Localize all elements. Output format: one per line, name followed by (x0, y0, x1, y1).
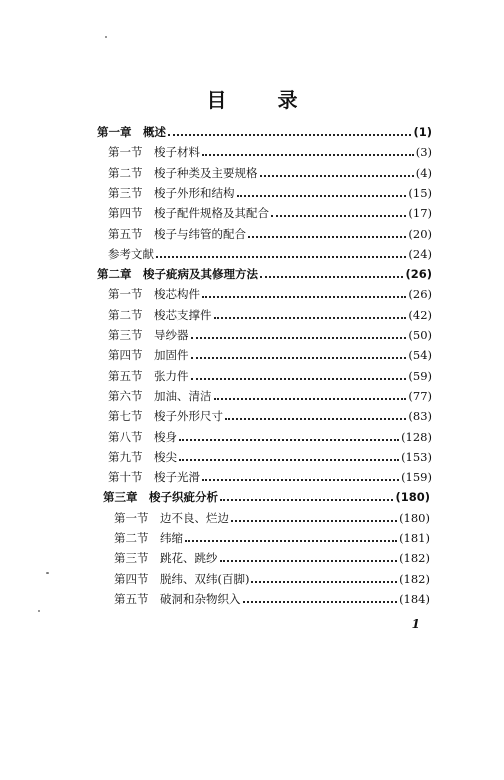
toc-chapter-row (97, 119, 432, 139)
dot-leader (243, 601, 398, 603)
toc-section-row (108, 403, 432, 423)
toc-section-row (108, 424, 432, 444)
chapter-number: 第三章 (103, 490, 138, 505)
page-title: 目 录 (206, 88, 320, 112)
page-reference: (54) (408, 348, 432, 363)
page-reference: (24) (408, 246, 432, 261)
page-reference: (26) (408, 287, 432, 302)
page-reference: (182) (399, 551, 430, 566)
page-reference: (26) (405, 267, 432, 282)
dot-leader (260, 276, 403, 278)
page-reference: (3) (415, 145, 432, 160)
section-title: 脱纬、双纬(百脚) (160, 571, 250, 586)
section-number: 第六节 (108, 388, 143, 403)
section-number: 第五节 (114, 591, 149, 606)
page-reference: (59) (408, 368, 432, 383)
dot-leader (202, 296, 406, 298)
dot-leader (251, 581, 397, 583)
page-reference: (153) (401, 449, 432, 464)
dot-leader (260, 175, 414, 177)
scan-speck (38, 610, 40, 612)
section-title: 边不良、烂边 (160, 510, 229, 525)
toc-section-row (108, 383, 432, 403)
toc-section-row (108, 139, 432, 159)
dot-leader (179, 439, 399, 441)
section-number: 第五节 (108, 226, 143, 241)
page-reference: (184) (399, 591, 430, 606)
page-reference: (15) (408, 185, 432, 200)
page-reference: (128) (401, 429, 432, 444)
section-title: 破洞和杂物织入 (160, 591, 241, 606)
section-number: 第七节 (108, 409, 143, 424)
dot-leader (214, 317, 407, 319)
toc-section-row (114, 566, 430, 586)
dot-leader (220, 560, 398, 562)
section-number: 第三节 (108, 328, 143, 342)
section-title: 参考文献 (108, 246, 154, 261)
toc-section-row (108, 444, 432, 464)
dot-leader (156, 256, 406, 258)
chapter-number: 第二章 (97, 267, 132, 282)
toc-section-row (108, 180, 432, 200)
chapter-title: 梭子织疵分析 (149, 490, 218, 505)
section-title: 梭子外形和结构 (154, 185, 235, 200)
page-reference: (1) (413, 125, 432, 139)
dot-leader (271, 215, 406, 217)
dot-leader (179, 459, 399, 461)
section-number: 第四节 (108, 206, 143, 221)
toc-section-row (114, 545, 430, 565)
section-number: 第八节 (108, 429, 143, 444)
dot-leader (191, 337, 407, 339)
page-reference: (180) (395, 490, 430, 505)
chapter-title: 梭子疵病及其修理方法 (143, 267, 258, 282)
page-reference: (159) (401, 470, 432, 485)
dot-leader (191, 357, 407, 359)
page-reference: (42) (408, 307, 432, 322)
section-title: 梭子种类及主要规格 (154, 165, 258, 180)
dot-leader (214, 398, 407, 400)
section-title: 梭尖 (154, 449, 177, 464)
dot-leader (237, 195, 407, 197)
dot-leader (220, 499, 393, 501)
section-number: 第九节 (108, 449, 143, 464)
dot-leader (191, 378, 407, 380)
section-number: 第三节 (108, 185, 143, 200)
section-number: 第四节 (108, 348, 143, 363)
dot-leader (202, 154, 414, 156)
toc-section-row (108, 342, 432, 362)
toc-section-row (108, 302, 432, 322)
page-reference: (180) (399, 510, 430, 525)
page-number: 1 (411, 617, 420, 631)
section-title: 加油、清洁 (154, 388, 212, 403)
section-number: 第二节 (108, 307, 143, 322)
section-title: 梭子配件规格及其配合 (154, 206, 269, 221)
section-title: 跳花、跳纱 (160, 551, 218, 566)
section-number: 第十节 (108, 470, 143, 485)
dot-leader (168, 134, 411, 136)
chapter-number: 第一章 (97, 125, 132, 139)
page-reference: (50) (408, 328, 432, 342)
page-reference: (77) (408, 388, 432, 403)
section-title: 梭芯构件 (154, 287, 200, 302)
toc-section-row (108, 200, 432, 220)
section-number: 第一节 (108, 145, 143, 160)
section-number: 第五节 (108, 368, 143, 383)
toc-chapter-row (97, 261, 432, 281)
section-title: 纬缩 (160, 531, 183, 545)
toc-section-row (108, 241, 432, 261)
chapter-title: 概述 (143, 125, 166, 139)
toc-section-row (108, 464, 432, 484)
toc-section-row (108, 160, 432, 180)
toc-section-row (108, 281, 432, 301)
section-title: 导纱器 (154, 328, 189, 342)
page-reference: (181) (399, 531, 430, 545)
toc-section-row (114, 525, 430, 545)
section-number: 第四节 (114, 571, 149, 586)
scan-speck (105, 36, 107, 38)
section-title: 梭子外形尺寸 (154, 409, 223, 424)
section-title: 梭子与纬管的配合 (154, 226, 246, 241)
scan-speck (46, 572, 49, 574)
section-number: 第二节 (108, 165, 143, 180)
page-reference: (20) (408, 226, 432, 241)
dot-leader (231, 520, 397, 522)
section-title: 张力件 (154, 368, 189, 383)
toc-section-row (108, 363, 432, 383)
section-title: 加固件 (154, 348, 189, 363)
page-reference: (83) (408, 409, 432, 424)
section-title: 梭身 (154, 429, 177, 444)
section-title: 梭子光滑 (154, 470, 200, 485)
section-number: 第三节 (114, 551, 149, 566)
toc-section-row (114, 586, 430, 606)
toc-section-row (108, 221, 432, 241)
page-reference: (4) (415, 165, 432, 180)
toc-section-row (108, 322, 432, 342)
dot-leader (248, 236, 406, 238)
section-number: 第二节 (114, 531, 149, 545)
dot-leader (225, 418, 406, 420)
section-title: 梭子材料 (154, 145, 200, 160)
dot-leader (202, 479, 399, 481)
toc-chapter-row (103, 484, 430, 504)
section-number: 第一节 (114, 510, 149, 525)
page-reference: (182) (399, 571, 430, 586)
page-reference: (17) (408, 206, 432, 221)
section-number: 第一节 (108, 287, 143, 302)
dot-leader (185, 540, 397, 542)
toc-section-row (114, 505, 430, 525)
section-title: 梭芯支撑件 (154, 307, 212, 322)
